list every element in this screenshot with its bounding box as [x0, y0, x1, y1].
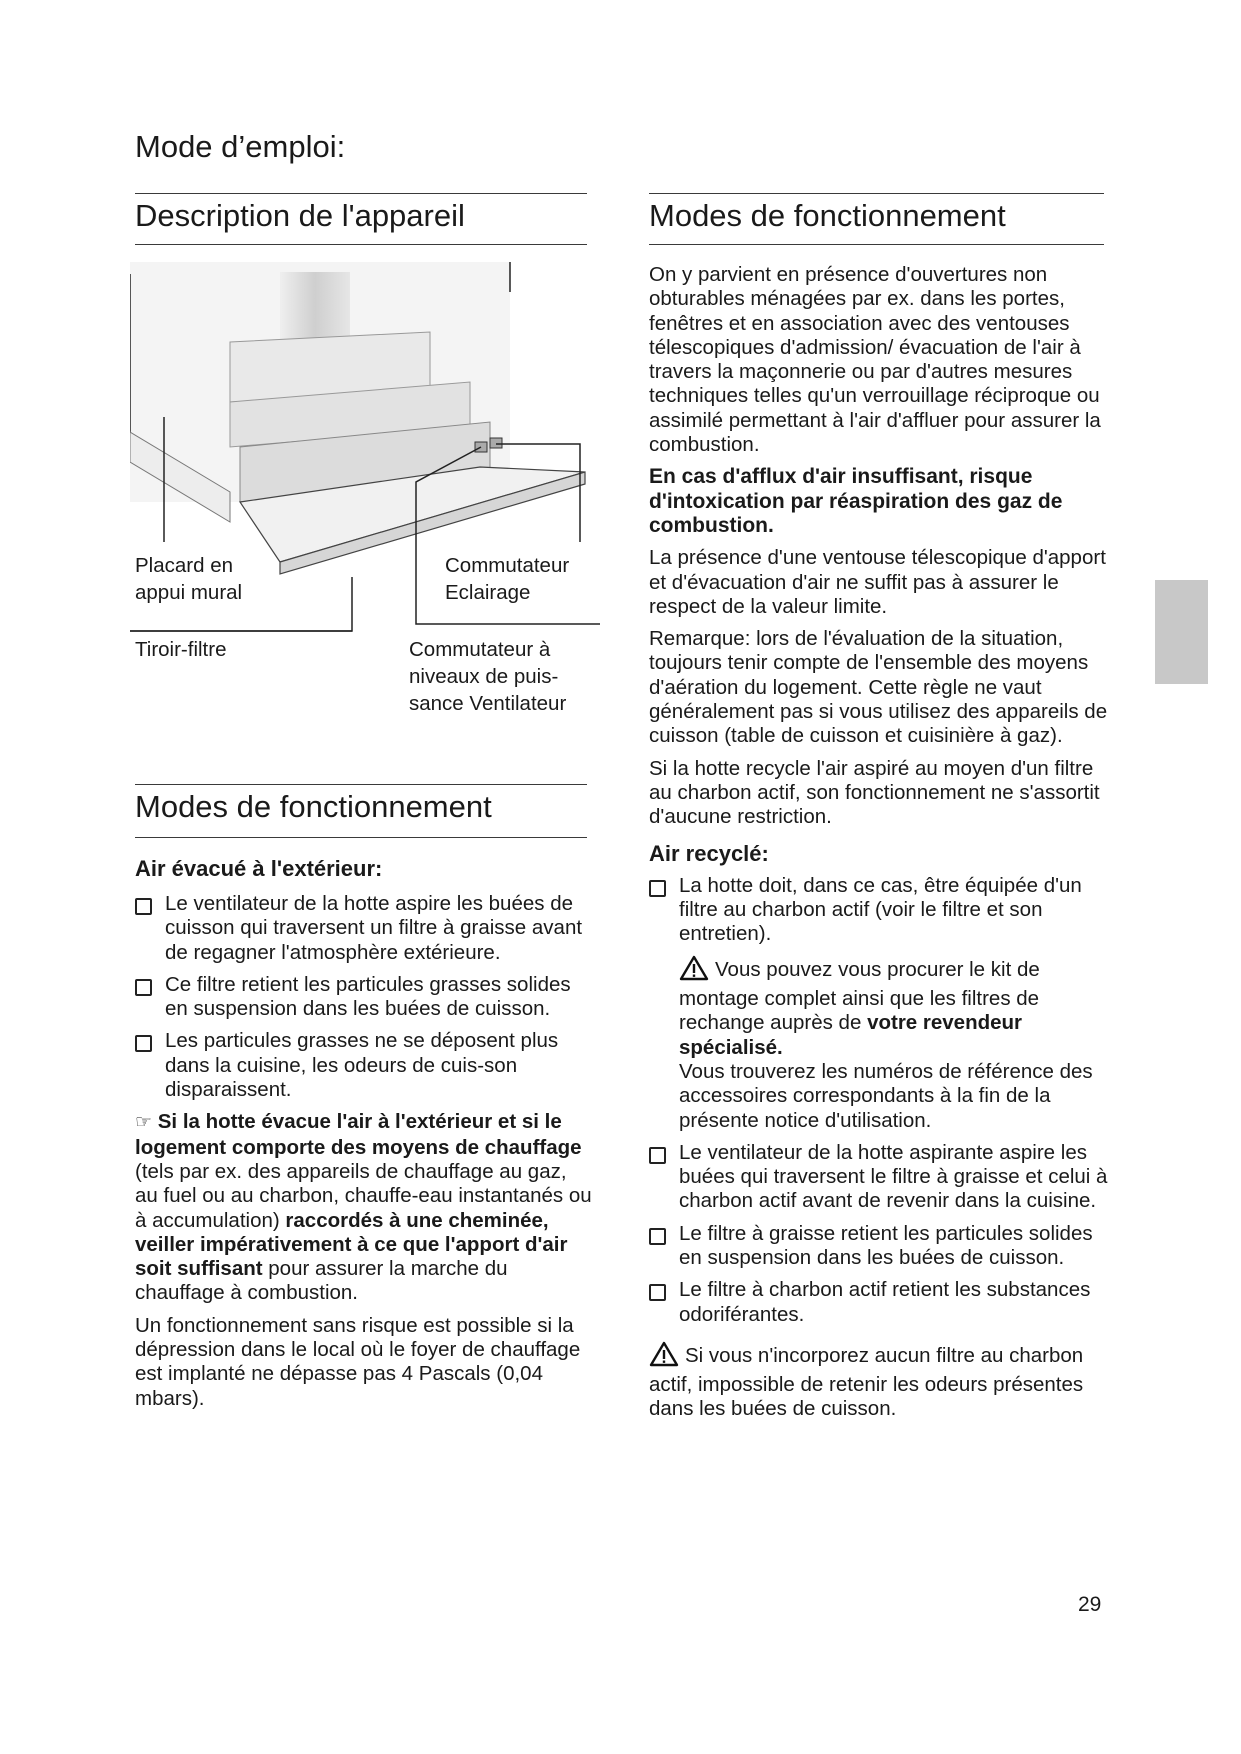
- paragraph: Remarque: lors de l'évaluation de la situation, toujours tenir compte de l'ensemble des moyens d'aération du logement. Cette règle ne vaut généralement pas si vous utilisez des appareils de cuisson (table de cuisson et cuisinière à gaz).: [649, 627, 1108, 748]
- label-niveaux-1: Commutateur à: [409, 638, 551, 661]
- label-niveaux-3: sance Ventilateur: [409, 692, 567, 715]
- paragraph: Un fonctionnement sans risque est possible si la dépression dans le local où le foyer de chauffage est implanté ne dépasse pas 4 Pascals (0,04 mbars).: [135, 1313, 581, 1410]
- page-number: 29: [1078, 1593, 1102, 1616]
- label-niveaux-2: niveaux de puis-: [409, 665, 559, 688]
- section-heading-modes-left: Modes de fonctionnement: [135, 789, 492, 824]
- checkbox-icon: [649, 880, 666, 897]
- divider: [649, 244, 1104, 245]
- page-title: Mode d’emploi:: [135, 129, 346, 164]
- divider: [135, 837, 587, 838]
- paragraph: On y parvient en présence d'ouvertures non obturables ménagées par ex. dans les portes, fenêtres et en association avec des ventouses télescopiques d'admission/ évacuation de l'air à travers la maçonnerie ou par d'autres mesures techniques telles qu'un verrouillage réciproque ou assimilé permettant à l'air d'affluer pour assurer la combustion.: [649, 263, 1101, 457]
- divider: [649, 193, 1104, 194]
- divider: [135, 784, 587, 785]
- section-heading-modes-right: Modes de fonctionnement: [649, 198, 1006, 233]
- heating-note: ☞ Si la hotte évacue l'air à l'extérieur et si le logement comporte des moyens de chauffage (tels par ex. des appareils de chauffage au gaz, au fuel ou au charbon, chauffe-eau instantanés ou à accumulation) raccordés à une cheminée, veiller impérativement à ce que l'apport d'air soit suffisant pour assurer la marche du chauffage à combustion.: [135, 1110, 592, 1305]
- list-item: Le filtre à graisse retient les particules solides en suspension dans les buées de cuisson.: [649, 1222, 1111, 1271]
- checkbox-icon: [649, 1147, 666, 1164]
- checkbox-icon: [135, 1035, 152, 1052]
- divider: [135, 244, 587, 245]
- section-heading-description: Description de l'appareil: [135, 198, 465, 233]
- warning-text: En cas d'afflux d'air insuffisant, risque d'intoxication par réaspiration des gaz de combustion.: [649, 465, 1063, 537]
- label-commutateur-2: Eclairage: [445, 581, 531, 604]
- final-warning: Si vous n'incorporez aucun filtre au charbon actif, impossible de retenir les odeurs présentes dans les buées de cuisson.: [649, 1341, 1111, 1422]
- list-item: La hotte doit, dans ce cas, être équipée d'un filtre au charbon actif (voir le filtre et son entretien).: [649, 874, 1111, 947]
- checkbox-icon: [135, 898, 152, 915]
- checkbox-icon: [649, 1284, 666, 1301]
- sub-heading-air-evacue: Air évacué à l'extérieur:: [135, 856, 383, 881]
- label-placard-1: Placard en: [135, 554, 234, 577]
- list-item: Le ventilateur de la hotte aspirante aspire les buées qui traversent le filtre à graisse et celui à charbon actif avant de revenir dans la cuisine.: [649, 1141, 1111, 1214]
- label-commutateur-1: Commutateur: [445, 554, 570, 577]
- label-tiroir: Tiroir-filtre: [135, 638, 227, 661]
- divider: [135, 193, 587, 194]
- list-item: Ce filtre retient les particules grasses solides en suspension dans les buées de cuisson.: [135, 973, 595, 1022]
- checkbox-icon: [135, 979, 152, 996]
- warning-icon: [679, 955, 709, 987]
- pointing-hand-icon: ☞: [135, 1112, 153, 1134]
- sub-heading-air-recycle: Air recyclé:: [649, 840, 769, 866]
- list-item: Les particules grasses ne se déposent plus dans la cuisine, les odeurs de cuis-son disparaissent.: [135, 1029, 595, 1102]
- kit-note: Vous pouvez vous procurer le kit de montage complet ainsi que les filtres de rechange auprès de votre revendeur spécialisé. Vous trouverez les numéros de référence des accessoires correspondants à la fin de la présente notice d'utilisation.: [649, 955, 1111, 1133]
- checkbox-icon: [649, 1228, 666, 1245]
- warning-icon: [649, 1341, 679, 1373]
- section-tab: [1155, 580, 1208, 684]
- label-placard-2: appui mural: [135, 581, 243, 604]
- list-item: Le ventilateur de la hotte aspire les buées de cuisson qui traversent un filtre à graisse avant de regagner l'atmosphère extérieure.: [135, 892, 595, 965]
- paragraph: Si la hotte recycle l'air aspiré au moyen d'un filtre au charbon actif, son fonctionnement ne s'assortit d'aucune restriction.: [649, 756, 1100, 829]
- paragraph: La présence d'une ventouse télescopique d'apport et d'évacuation d'air ne suffit pas à assurer le respect de la valeur limite.: [649, 546, 1106, 618]
- list-item: Le filtre à charbon actif retient les substances odoriférantes.: [649, 1278, 1111, 1327]
